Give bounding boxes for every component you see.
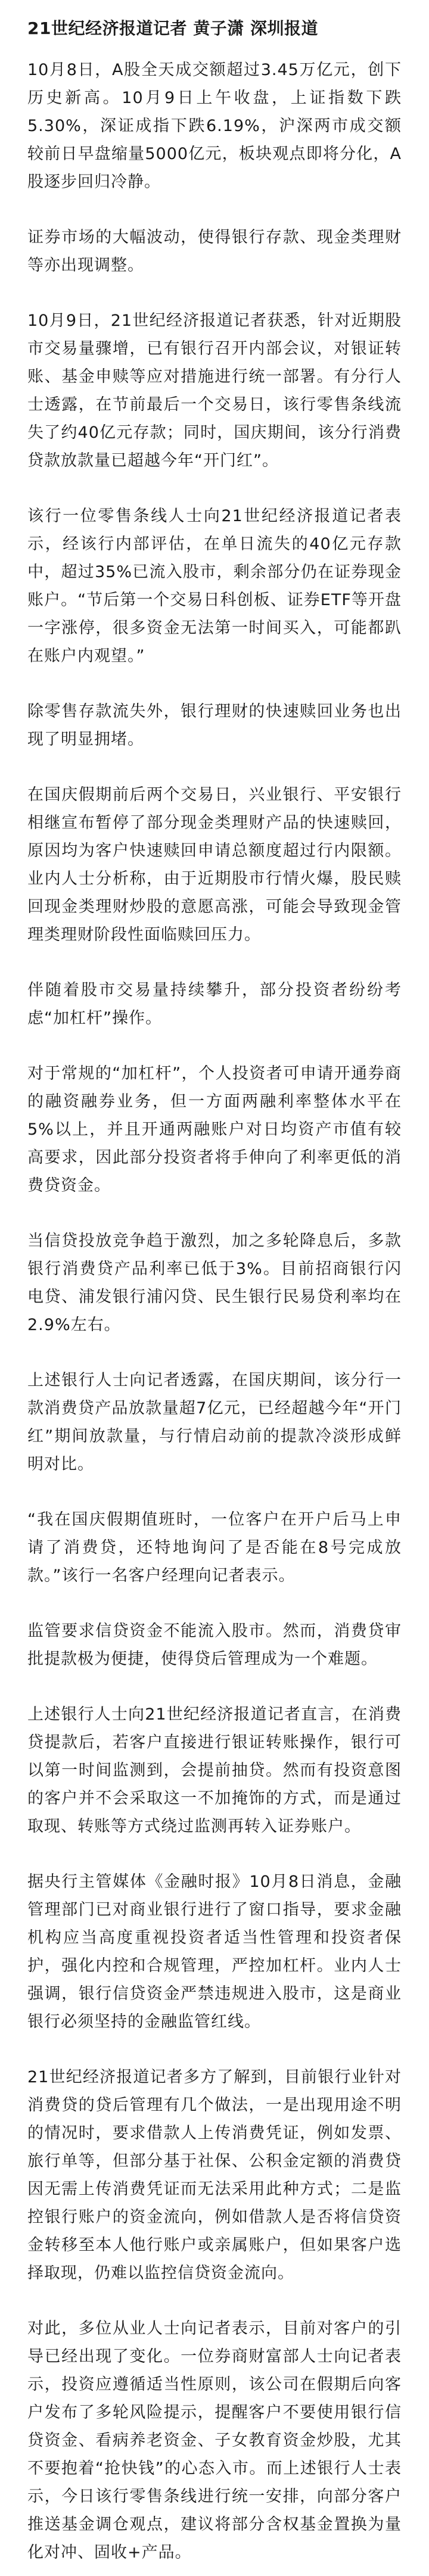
paragraph-5: 除零售存款流失外，银行理财的快速赎回业务也出现了明显拥堵。: [27, 702, 402, 749]
paragraph-10: 上述银行人士向记者透露，在国庆期间，该分行一款消费贷产品放款量超7亿元，已经超越今年“开门红”期间放款量，与行情启动前的提款冷淡形成鲜明对比。: [27, 1371, 402, 1474]
paragraph-2: 证券市场的大幅波动，使得银行存款、现金类理财等亦出现调整。: [27, 228, 402, 275]
paragraph-9: 当信贷投放竞争趋于激烈，加之多轮降息后，多款银行消费贷产品利率已低于3%。目前招商银行闪电贷、浦发银行浦闪贷、民生银行民易贷利率均在2.9%左右。: [27, 1232, 402, 1334]
paragraph-1: 10月8日，A股全天成交额超过3.45万亿元，创下历史新高。10月9日上午收盘，上证指数下跌5.30%，深证成指下跌6.19%，沪深两市成交额较前日早盘缩量5000亿元，板块观点即将分化，A股逐步回归冷静。: [27, 61, 402, 191]
paragraph-6: 在国庆假期前后两个交易日，兴业银行、平安银行相继宣布暂停了部分现金类理财产品的快速赎回，原因均为客户快速赎回申请总额度超过行内限额。业内人士分析称，由于近期股市行情火爆，股民赎回现金类理财炒股的意愿高涨，可能会导致现金管理类理财阶段性面临赎回压力。: [27, 786, 402, 944]
paragraph-15: 21世纪经济报道记者多方了解到，目前银行业针对消费贷的贷后管理有几个做法，一是出现用途不明的情况时，要求借款人上传消费凭证，例如发票、旅行单等，但部分基于社保、公积金定额的消费贷因无需上传消费凭证而无法采用此种方式；二是监控银行账户的资金流向，例如借款人是否将信贷资金转移至本人他行账户或亲属账户，但如果客户选择取现，仍难以监控信贷资金流向。: [27, 2068, 402, 2282]
paragraph-11: “我在国庆假期值班时，一位客户在开户后马上申请了消费贷，还特地询问了是否能在8号完成放款。”该行一名客户经理向记者表示。: [27, 1510, 402, 1585]
paragraph-8: 对于常规的“加杠杆”，个人投资者可申请开通券商的融资融券业务，但一方面两融利率整体水平在5%以上，并且开通两融账户对日均资产市值有较高要求，因此部分投资者将手伸向了利率更低的消费贷资金。: [27, 1064, 402, 1195]
paragraph-16: 对此，多位从业人士向记者表示，目前对客户的引导已经出现了变化。一位券商财富部人士向记者表示，投资应遵循适当性原则，该公司在假期后向客户发布了多轮风险提示，提醒客户不要使用银行信贷资金、看病养老资金、子女教育资金炒股，尤其不要抱着“抢快钱”的心态入市。而上述银行人士表示，今日该行零售条线进行统一安排，向部分客户推送基金调仓观点，建议将部分含权基金置换为量化对冲、固收+产品。: [27, 2319, 402, 2562]
paragraph-13: 上述银行人士向21世纪经济报道记者直言，在消费贷提款后，若客户直接进行银证转账操作，银行可以第一时间监测到，会提前抽贷。然而有投资意图的客户并不会采取这一不加掩饰的方式，而是通过取现、转账等方式绕过监测再转入证券账户。: [27, 1705, 402, 1836]
paragraph-12: 监管要求信贷资金不能流入股市。然而，消费贷审批提款极为便捷，使得贷后管理成为一个难题。: [27, 1622, 402, 1668]
paragraph-3: 10月9日，21世纪经济报道记者获悉，针对近期股市交易量骤增，已有银行召开内部会议，对银证转账、基金申赎等应对措施进行统一部署。有分行人士透露，在节前最后一个交易日，该行零售条线流失了约40亿元存款；同时，国庆期间，该分行消费贷款放款量已超越今年“开门红”。: [27, 312, 402, 470]
paragraph-7: 伴随着股市交易量持续攀升，部分投资者纷纷考虑“加杠杆”操作。: [27, 981, 402, 1027]
article-byline: 21世纪经济报道记者 黄子潇 深圳报道: [27, 18, 318, 38]
paragraph-4: 该行一位零售条线人士向21世纪经济报道记者表示，经该行内部评估，在单日流失的40亿元存款中，超过35%已流入股市，剩余部分仍在证券现金账户。“节后第一个交易日科创板、证券ETF等开盘一字涨停，很多资金无法第一时间买入，可能都趴在账户内观望。”: [27, 507, 402, 665]
paragraph-14: 据央行主管媒体《金融时报》10月8日消息，金融管理部门已对商业银行进行了窗口指导，要求金融机构应当高度重视投资者适当性管理和投资者保护，强化内控和合规管理，严控加杠杆。业内人士强调，银行信贷资金严禁违规进入股市，这是商业银行必须坚持的金融监管红线。: [27, 1873, 402, 2031]
